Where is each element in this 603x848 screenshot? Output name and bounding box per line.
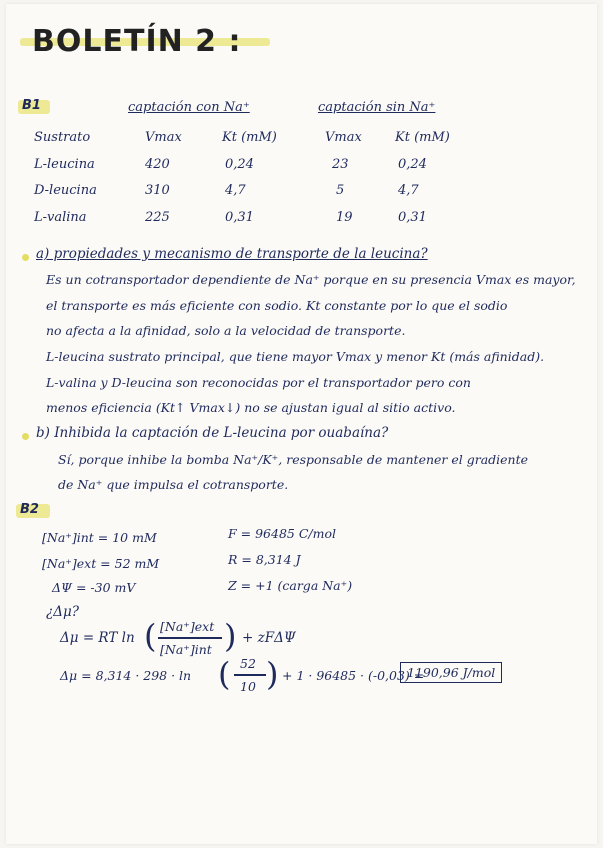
row-2-vmax-na: 310 bbox=[145, 183, 170, 198]
page-title: BOLETÍN 2 : bbox=[32, 24, 242, 59]
row-3-vmax-nona: 19 bbox=[336, 210, 353, 225]
answer-a-line-6: menos eficiencia (Kt↑ Vmax↓) no se ajustan igual al sitio activo. bbox=[46, 400, 456, 415]
row-3-vmax-na: 225 bbox=[145, 210, 170, 225]
answer-a-line-4: L-leucina sustrato principal, que tiene mayor Vmax y menor Kt (más afinidad). bbox=[46, 349, 545, 364]
row-1-vmax-nona: 23 bbox=[332, 157, 349, 172]
answer-a-line-2: el transporte es más eficiente con sodio. Kt constante por lo que el sodio bbox=[46, 298, 508, 313]
result-box: 1190,96 J/mol bbox=[400, 662, 502, 683]
formula-numerator: [Na⁺]ext bbox=[160, 619, 215, 634]
row-2-substrate: D-leucina bbox=[34, 183, 97, 198]
calc-paren-open: ( bbox=[218, 655, 231, 693]
calc-denominator: 10 bbox=[240, 679, 256, 694]
row-1-vmax-na: 420 bbox=[145, 157, 170, 172]
formula-tail: + zFΔΨ bbox=[242, 630, 296, 646]
answer-b-line-2: de Na⁺ que impulsa el cotransporte. bbox=[58, 477, 289, 492]
group-header-with-na: captación con Na⁺ bbox=[128, 100, 250, 115]
col-header-vmax-nona: Vmax bbox=[325, 130, 362, 145]
answer-a-line-3: no afecta a la afinidad, solo a la velocidad de transporte. bbox=[46, 323, 406, 338]
row-1-kt-nona: 0,24 bbox=[398, 157, 427, 172]
calc-tail: + 1 · 96485 · (-0,03) = bbox=[282, 668, 425, 683]
row-2-kt-na: 4,7 bbox=[225, 183, 246, 198]
bullet-a bbox=[22, 254, 29, 261]
answer-a-line-1: Es un cotransportador dependiente de Na⁺ porque en su presencia Vmax es mayor, bbox=[46, 272, 576, 287]
answer-b-line-1: Sí, porque inhibe la bomba Na⁺/K⁺, responsable de mantener el gradiente bbox=[58, 452, 529, 467]
row-3-kt-nona: 0,31 bbox=[398, 210, 427, 225]
formula-lhs: Δμ = RT ln bbox=[60, 630, 135, 646]
given-charge: Z = +1 (carga Na⁺) bbox=[228, 578, 353, 593]
col-header-vmax-na: Vmax bbox=[145, 130, 182, 145]
calc-prefix: Δμ = 8,314 · 298 · ln bbox=[60, 668, 192, 683]
col-header-substrate: Sustrato bbox=[34, 130, 91, 145]
notebook-page bbox=[6, 4, 597, 844]
given-na-int: [Na⁺]int = 10 mM bbox=[42, 530, 157, 545]
question-b: b) Inhibida la captación de L-leucina por ouabaína? bbox=[36, 425, 389, 441]
calc-fraction-bar bbox=[234, 674, 266, 676]
row-1-kt-na: 0,24 bbox=[225, 157, 254, 172]
row-2-vmax-nona: 5 bbox=[336, 183, 345, 198]
answer-a-line-5: L-valina y D-leucina son reconocidas por el transportador pero con bbox=[46, 375, 471, 390]
formula-denominator: [Na⁺]int bbox=[160, 642, 212, 657]
b1-label: B1 bbox=[22, 98, 41, 113]
calc-numerator: 52 bbox=[240, 656, 256, 671]
given-faraday: F = 96485 C/mol bbox=[228, 526, 336, 541]
question-a: a) propiedades y mecanismo de transporte de la leucina? bbox=[36, 246, 428, 262]
calc-paren-close: ) bbox=[266, 655, 279, 693]
col-header-kt-na: Kt (mM) bbox=[222, 130, 277, 145]
given-gas-constant: R = 8,314 J bbox=[228, 552, 301, 567]
row-3-kt-na: 0,31 bbox=[225, 210, 254, 225]
formula-fraction-bar bbox=[158, 637, 222, 639]
formula-paren-close: ) bbox=[224, 617, 237, 655]
b2-label: B2 bbox=[20, 502, 39, 517]
given-na-ext: [Na⁺]ext = 52 mM bbox=[42, 556, 160, 571]
row-3-substrate: L-valina bbox=[34, 210, 87, 225]
col-header-kt-nona: Kt (mM) bbox=[395, 130, 450, 145]
row-2-kt-nona: 4,7 bbox=[398, 183, 419, 198]
row-1-substrate: L-leucina bbox=[34, 157, 95, 172]
b2-question: ¿Δμ? bbox=[46, 604, 79, 620]
formula-paren-open: ( bbox=[144, 617, 157, 655]
given-delta-psi: ΔΨ = -30 mV bbox=[52, 580, 136, 595]
bullet-b bbox=[22, 433, 29, 440]
group-header-without-na: captación sin Na⁺ bbox=[318, 100, 436, 115]
